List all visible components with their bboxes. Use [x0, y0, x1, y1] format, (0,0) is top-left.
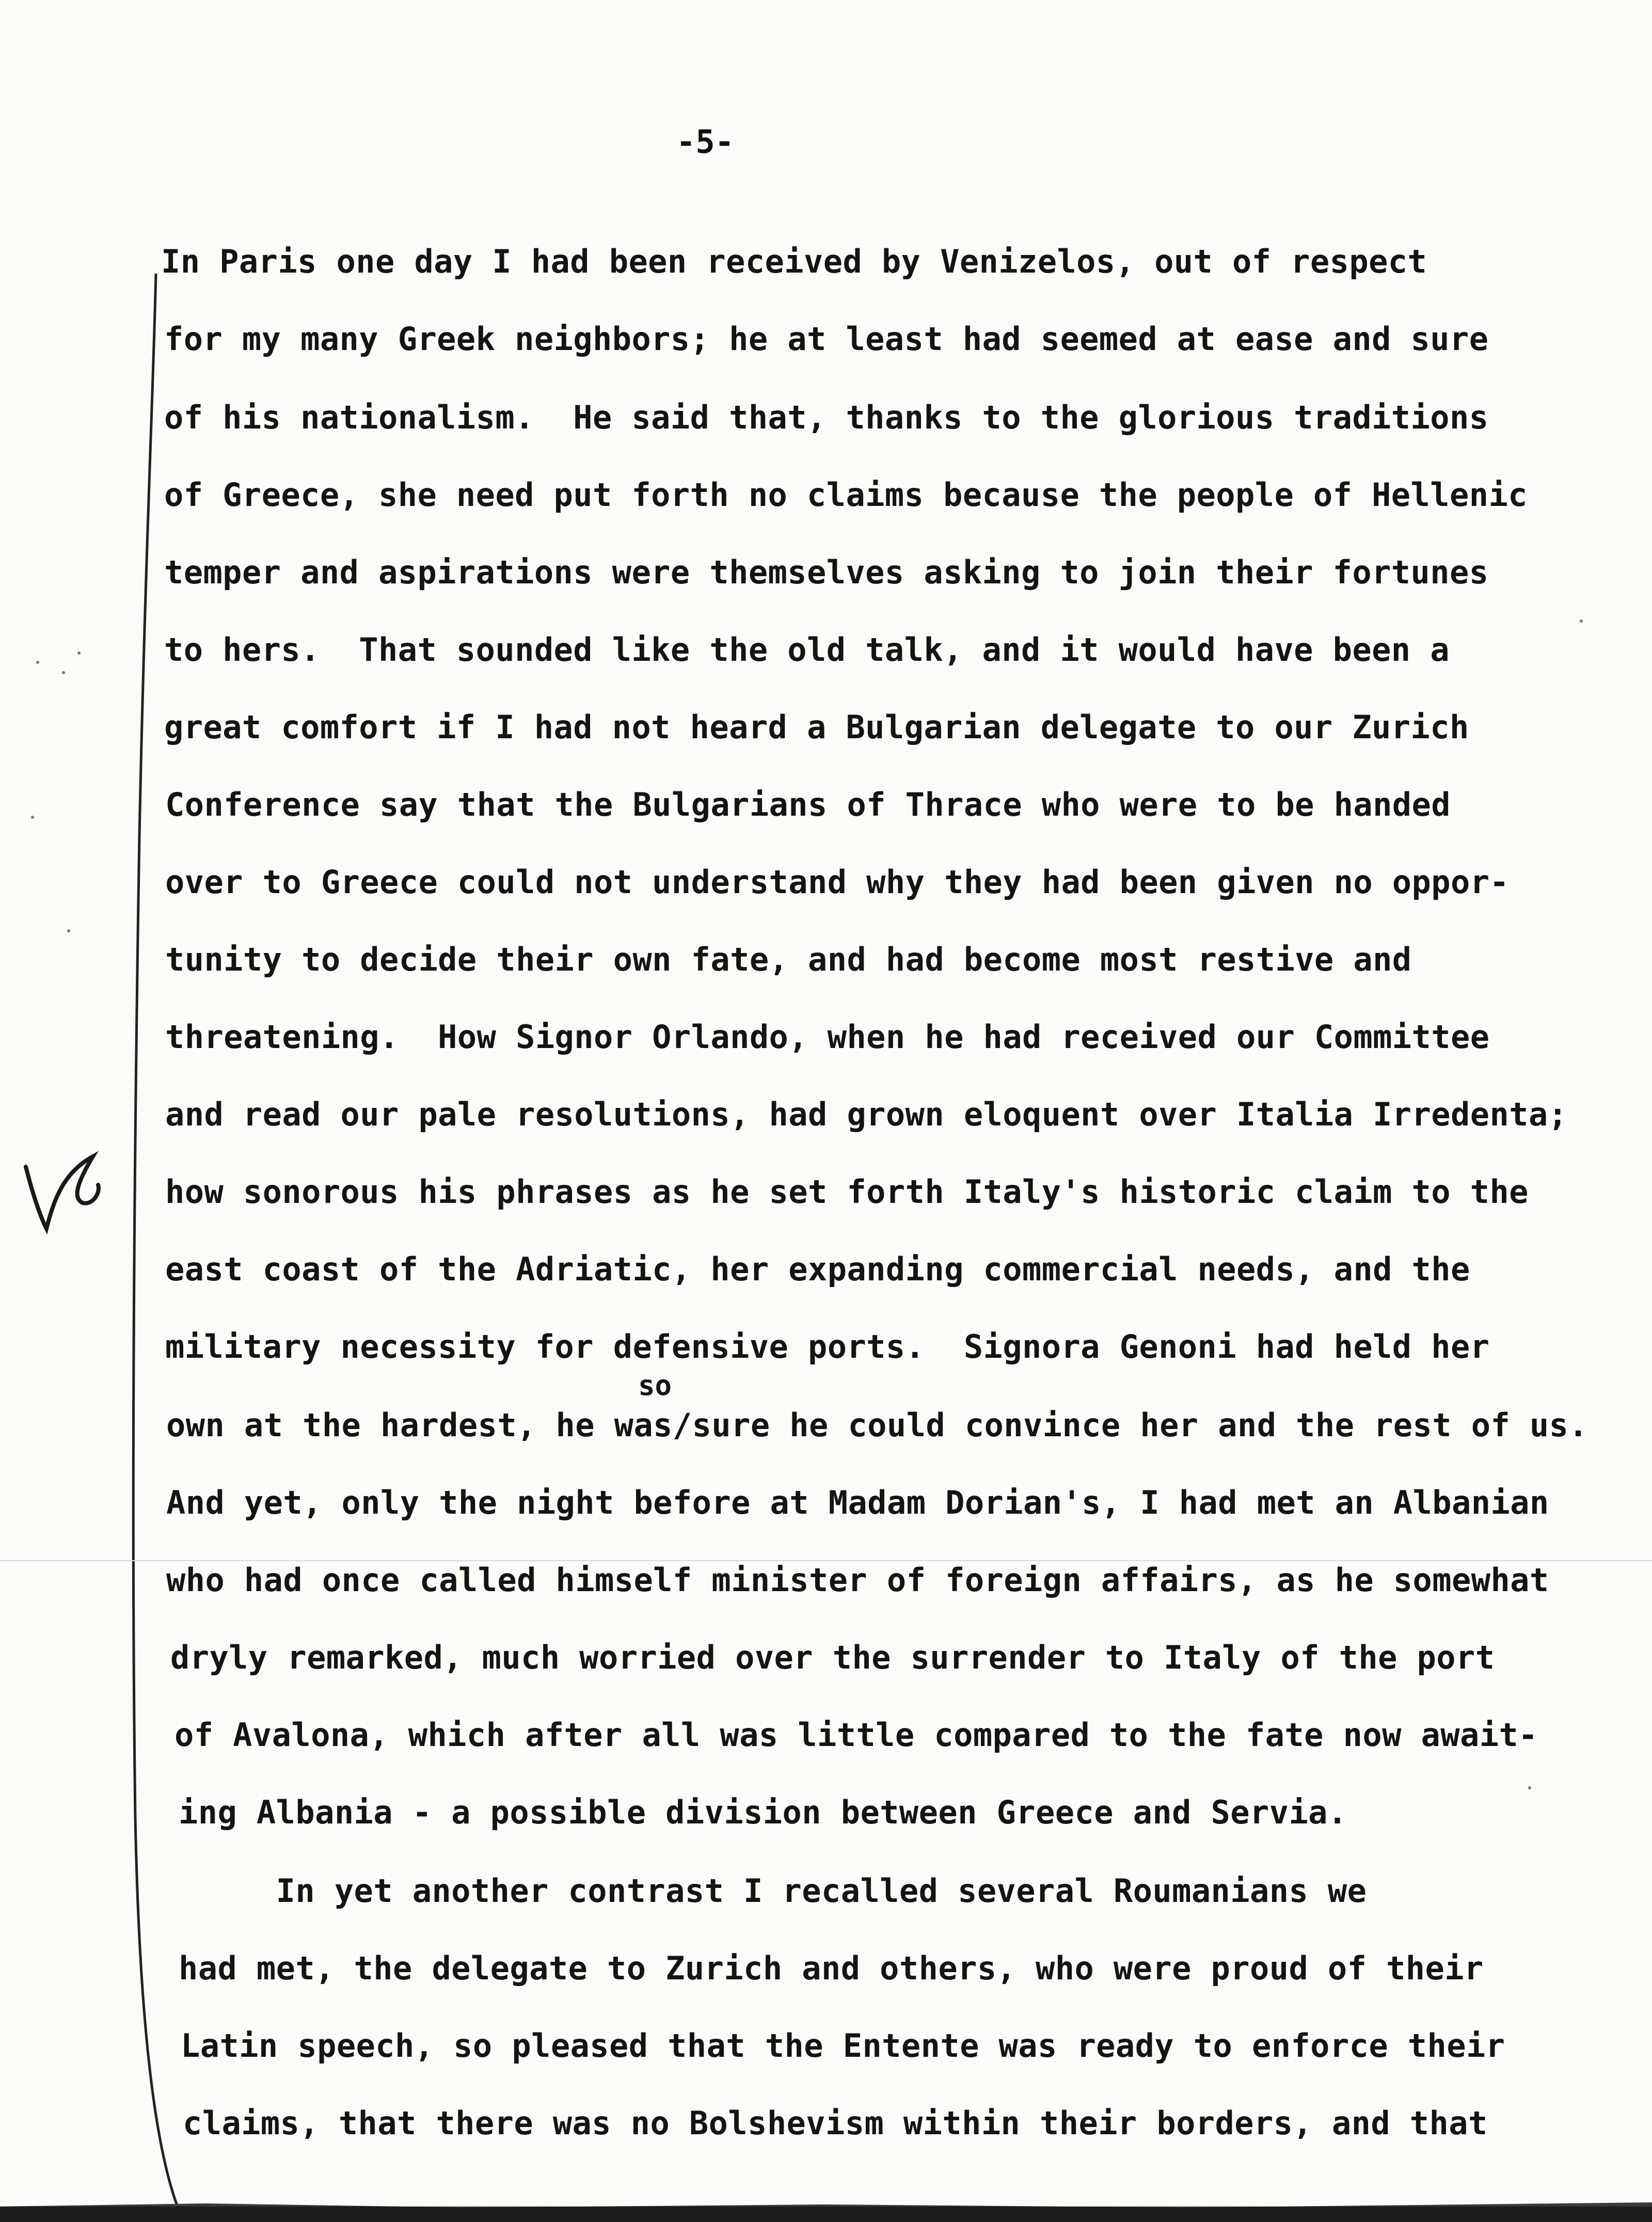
- text-line: Latin speech, so pleased that the Entente was ready to enforce their: [181, 2027, 1505, 2065]
- text-line: of Avalona, which after all was little compared to the fate now await-: [174, 1716, 1538, 1754]
- scan-speckle: [36, 661, 39, 664]
- handwritten-insertion: so: [638, 1369, 672, 1402]
- scan-speckle: [31, 816, 34, 819]
- page-crease: [0, 1560, 1652, 1561]
- handwritten-check-mark-icon: [15, 1136, 108, 1239]
- text-line: threatening. How Signor Orlando, when he had received our Committee: [165, 1018, 1490, 1056]
- text-line: east coast of the Adriatic, her expanding commercial needs, and the: [165, 1250, 1470, 1288]
- scan-speckle: [1580, 620, 1583, 623]
- text-line: dryly remarked, much worried over the surrender to Italy of the port: [170, 1639, 1495, 1676]
- text-line: how sonorous his phrases as he set forth Italy's historic claim to the: [165, 1173, 1529, 1211]
- page-number: -5-: [676, 123, 734, 161]
- text-line: In yet another contrast I recalled several Roumanians we: [179, 1872, 1367, 1910]
- text-line: temper and aspirations were themselves asking to join their fortunes: [164, 553, 1489, 591]
- scan-speckle: [77, 652, 81, 655]
- text-line: to hers. That sounded like the old talk, and it would have been a: [164, 631, 1450, 669]
- text-line: of his nationalism. He said that, thanks to the glorious traditions: [164, 399, 1489, 436]
- scan-speckle: [1528, 1786, 1531, 1789]
- text-line: for my many Greek neighbors; he at least had seemed at ease and sure: [164, 320, 1489, 358]
- text-line: ing Albania - a possible division between Greece and Servia.: [179, 1794, 1347, 1831]
- text-line: had met, the delegate to Zurich and others, who were proud of their: [179, 1949, 1484, 1987]
- scan-speckle: [67, 929, 70, 932]
- text-line: claims, that there was no Bolshevism within their borders, and that: [183, 2104, 1488, 2142]
- text-line: military necessity for defensive ports. Signora Genoni had held her: [165, 1328, 1490, 1366]
- text-line: great comfort if I had not heard a Bulgarian delegate to our Zurich: [164, 708, 1469, 746]
- text-line: over to Greece could not understand why they had been given no oppor-: [165, 863, 1510, 901]
- text-line: Conference say that the Bulgarians of Thrace who were to be handed: [165, 786, 1451, 823]
- text-line: In Paris one day I had been received by Venizelos, out of respect: [161, 243, 1427, 280]
- text-line: And yet, only the night before at Madam Dorian's, I had met an Albanian: [166, 1484, 1549, 1521]
- scan-edge-border: [0, 2199, 1652, 2222]
- text-line: tunity to decide their own fate, and had become most restive and: [165, 941, 1412, 978]
- text-line: own at the hardest, he was/sure he could convince her and the rest of us.: [166, 1406, 1589, 1444]
- text-line: who had once called himself minister of foreign affairs, as he somewhat: [166, 1561, 1549, 1599]
- scan-speckle: [62, 671, 65, 674]
- text-line: and read our pale resolutions, had grown eloquent over Italia Irredenta;: [165, 1096, 1568, 1133]
- text-line: of Greece, she need put forth no claims because the people of Hellenic: [164, 476, 1528, 514]
